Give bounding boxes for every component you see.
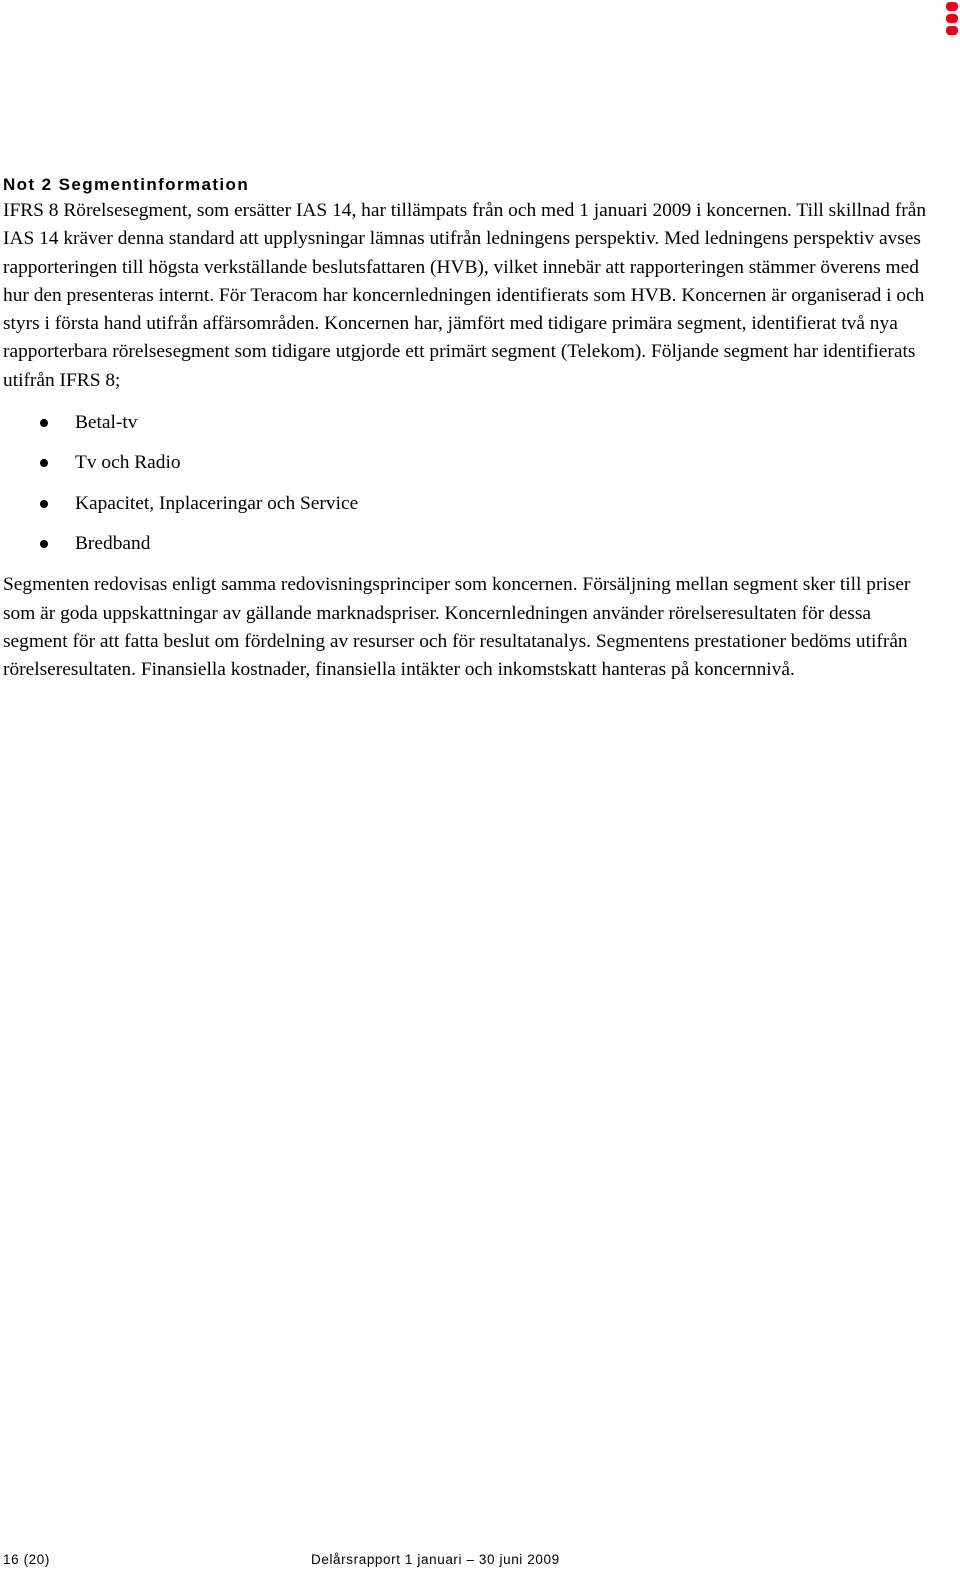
- list-item: [3, 530, 933, 558]
- bullet-icon: [40, 500, 48, 508]
- segment-list: [3, 409, 933, 558]
- note-section: [3, 173, 933, 684]
- report-title: Delårsrapport 1 januari – 30 juni 2009: [311, 1552, 560, 1567]
- segment-label: Betal-tv: [75, 412, 138, 434]
- note-intro-paragraph: IFRS 8 Rörelsesegment, som ersätter IAS 14, har tillämpats från och med 1 januari 2009 i koncernen. Till skillnad från IAS 14 kräver denna standard att upplysningar lämnas utifrån ledningens perspektiv. Med ledningens perspektiv avses rapporteringen till högsta verkställande beslutsfattaren (HVB), vilket innebär att rapporteringen stämmer överens med hur den presenteras internt. För Teracom har koncernledningen identifierats som HVB. Koncernen är organiserad i och styrs i första hand utifrån affärsområden. Koncernen har, jämfört med tidigare primära segment, identifierat två nya rapporterbara rörelsesegment som tidigare utgjorde ett primärt segment (Telekom). Följande segment har identifierats utifrån IFRS 8;: [3, 200, 927, 391]
- logo-bar-bottom: [946, 26, 958, 35]
- bullet-icon: [40, 419, 48, 427]
- note-heading: Not 2 Segmentinformation: [3, 175, 250, 194]
- bullet-icon: [40, 459, 48, 467]
- segment-label: Kapacitet, Inplaceringar och Service: [75, 492, 359, 514]
- page-number: 16 (20): [3, 1552, 50, 1567]
- teracom-logo-icon: [946, 0, 958, 38]
- logo-bar-top: [946, 2, 958, 11]
- list-item: [3, 409, 933, 437]
- page-footer: [3, 1551, 560, 1569]
- logo-bar-middle: [946, 14, 958, 23]
- segment-label: Tv och Radio: [75, 452, 181, 474]
- segment-label: Bredband: [75, 532, 151, 554]
- bullet-icon: [40, 540, 48, 548]
- list-item: [3, 490, 933, 518]
- note-closing-paragraph: Segmenten redovisas enligt samma redovisningsprinciper som koncernen. Försäljning mellan segment sker till priser som är goda uppskattningar av gällande marknadspriser. Koncernledningen använder rörelseresultaten för dessa segment för att fatta beslut om fördelning av resurser och för resultatanalys. Segmentens prestationer bedöms utifrån rörelseresultaten. Finansiella kostnader, finansiella intäkter och inkomstskatt hanteras på koncernnivå.: [3, 574, 911, 681]
- list-item: [3, 449, 933, 477]
